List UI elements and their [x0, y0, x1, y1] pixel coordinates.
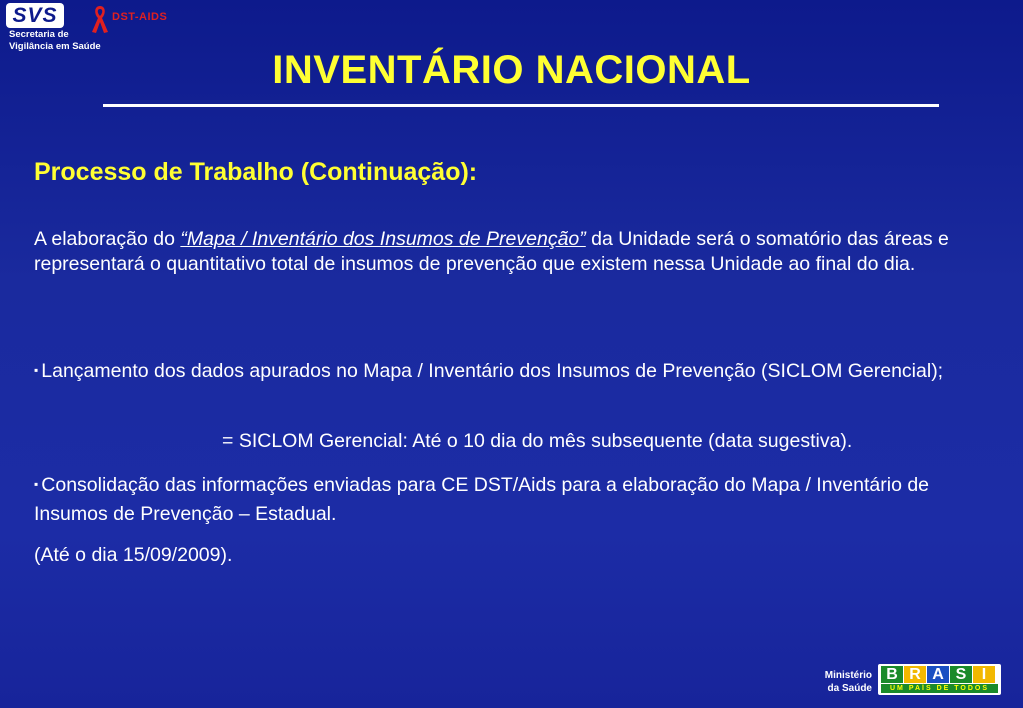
siclom-deadline-text: SICLOM Gerencial: Até o 10 dia do mês subsequente (data sugestiva).: [238, 430, 853, 452]
bullet-square-icon: ▪: [34, 363, 39, 377]
svs-caption-line2: Vigilância em Saúde: [9, 41, 101, 52]
bullet-item-siclom-text: Lançamento dos dados apurados no Mapa / Inventário dos Insumos de Prevenção (SICLOM Gerencial);: [41, 360, 944, 382]
intro-text-end: da Unidade será o somatório das áreas e representará o quantitativo total de insumos de prevenção que existem nessa Unidade ao final do dia.: [34, 228, 949, 275]
map-inventory-quote: “Mapa / Inventário dos Insumos de Prevenção”: [180, 228, 586, 250]
brasil-letters: [881, 666, 998, 683]
brasil-letter: B: [881, 666, 903, 683]
aids-ribbon-icon: [89, 4, 111, 34]
title-divider: [103, 104, 939, 107]
bullet-item-consolidation-text: Consolidação das informações enviadas para CE DST/Aids para a elaboração do Mapa / Inventário de Insumos de Prevenção – Estadual.: [34, 474, 930, 525]
intro-paragraph: [34, 227, 994, 277]
ministry-label-line2: da Saúde: [827, 683, 872, 694]
intro-text-start: A elaboração do: [34, 228, 181, 250]
bullet-square-icon: ▪: [34, 477, 39, 491]
dst-aids-logo: DST-AIDS: [112, 11, 168, 23]
section-subtitle: Processo de Trabalho (Continuação):: [34, 158, 478, 186]
bullet-item-siclom: [34, 356, 994, 386]
svs-caption-line1: Secretaria de: [9, 29, 69, 40]
brasil-logo: [878, 664, 1001, 695]
brasil-letter: A: [927, 666, 949, 683]
brasil-letter: I: [973, 666, 995, 683]
deadline-date: (Até o dia 15/09/2009).: [34, 544, 233, 566]
svs-logo: SVS: [6, 3, 64, 28]
ministry-label-line1: Ministério: [824, 670, 872, 681]
equals-sign: =: [222, 430, 239, 452]
ministry-label: [806, 669, 872, 695]
brasil-letter: S: [950, 666, 972, 683]
brasil-letter: R: [904, 666, 926, 683]
bullet-item-consolidation: [34, 470, 994, 529]
page-title: INVENTÁRIO NACIONAL: [272, 48, 751, 92]
brasil-tagline: UM PAÍS DE TODOS: [881, 684, 998, 693]
siclom-deadline-note: [222, 427, 852, 456]
